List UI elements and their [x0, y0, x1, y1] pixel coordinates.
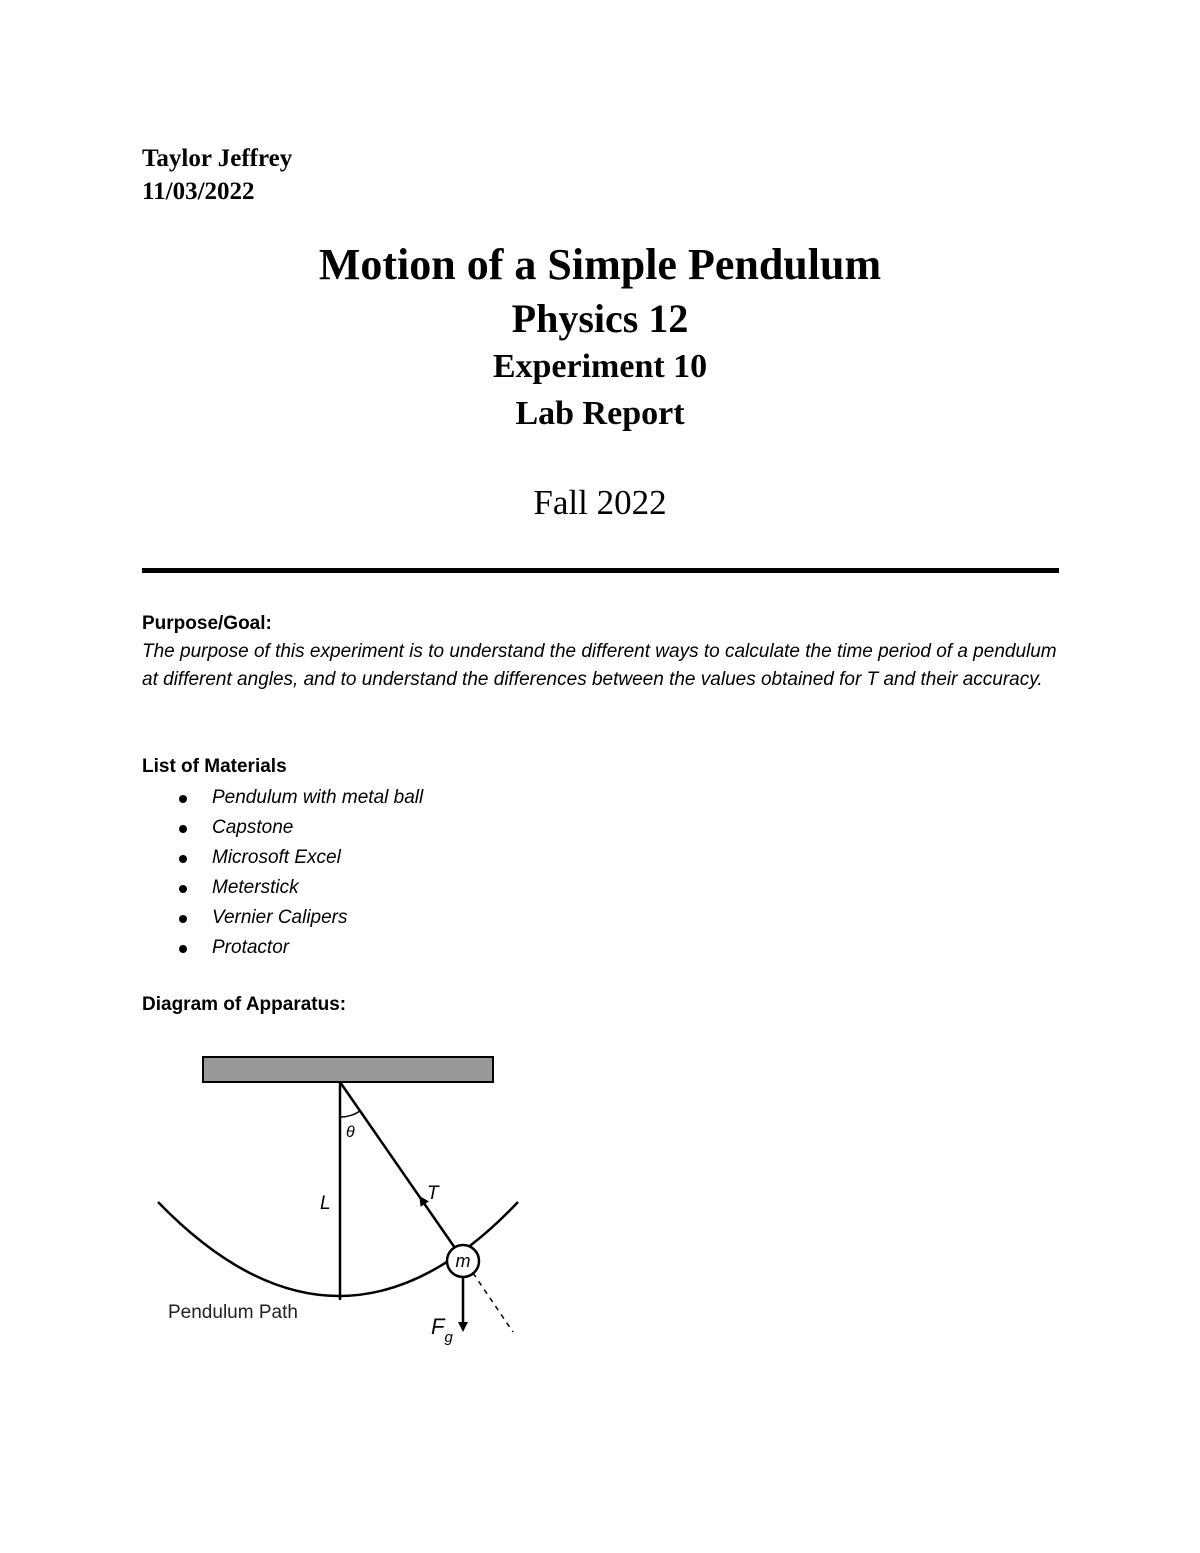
purpose-heading: Purpose/Goal:: [142, 613, 272, 634]
bullet-icon: [179, 945, 187, 953]
angle-label: θ: [346, 1124, 355, 1141]
author-name: Taylor Jeffrey: [142, 145, 293, 172]
list-item: [142, 933, 1062, 963]
angle-arc: [340, 1111, 360, 1117]
list-item: [142, 783, 1062, 813]
bullet-icon: [179, 795, 187, 803]
material-label: Capstone: [212, 817, 294, 838]
material-label: Microsoft Excel: [212, 847, 341, 868]
materials-heading: List of Materials: [142, 756, 287, 777]
purpose-body: The purpose of this experiment is to understand the different ways to calculate the time period of a pendulum at different angles, and to understand the differences between the values obtained for T and their accuracy.: [142, 641, 1057, 690]
experiment-number: Experiment 10: [492, 348, 708, 385]
list-item: [142, 903, 1062, 933]
report-title: Motion of a Simple Pendulum: [318, 240, 882, 289]
diagram-heading: Diagram of Apparatus:: [142, 994, 347, 1015]
gravity-label-main: F: [431, 1314, 445, 1339]
report-date: 11/03/2022: [142, 178, 255, 205]
bullet-icon: [179, 825, 187, 833]
pendulum-diagram: [140, 1045, 540, 1355]
material-label: Protactor: [212, 937, 290, 958]
material-label: Meterstick: [212, 877, 299, 898]
list-item: [142, 843, 1062, 873]
report-type: Lab Report: [515, 395, 685, 432]
bullet-icon: [179, 915, 187, 923]
materials-list: [142, 783, 1062, 963]
tension-label: T: [427, 1183, 439, 1204]
length-label: L: [320, 1193, 331, 1214]
list-item: [142, 813, 1062, 843]
pendulum-string: [340, 1082, 455, 1248]
material-label: Pendulum with metal ball: [212, 787, 424, 808]
ceiling-support: [203, 1057, 493, 1082]
bullet-icon: [179, 885, 187, 893]
term: Fall 2022: [533, 483, 667, 522]
diagram-section: [142, 991, 1062, 1019]
mass-label: m: [455, 1251, 471, 1271]
gravity-label-sub: g: [444, 1329, 453, 1346]
gravity-label: [431, 1314, 453, 1346]
string-extension-dashed: [473, 1273, 513, 1332]
pendulum-path-label: Pendulum Path: [168, 1302, 298, 1323]
purpose-section: [142, 610, 1062, 694]
course-name: Physics 12: [511, 296, 689, 341]
material-label: Vernier Calipers: [212, 907, 348, 928]
materials-section: [142, 753, 1062, 963]
bullet-icon: [179, 855, 187, 863]
list-item: [142, 873, 1062, 903]
author-block: [142, 142, 292, 208]
horizontal-divider: [142, 568, 1059, 573]
